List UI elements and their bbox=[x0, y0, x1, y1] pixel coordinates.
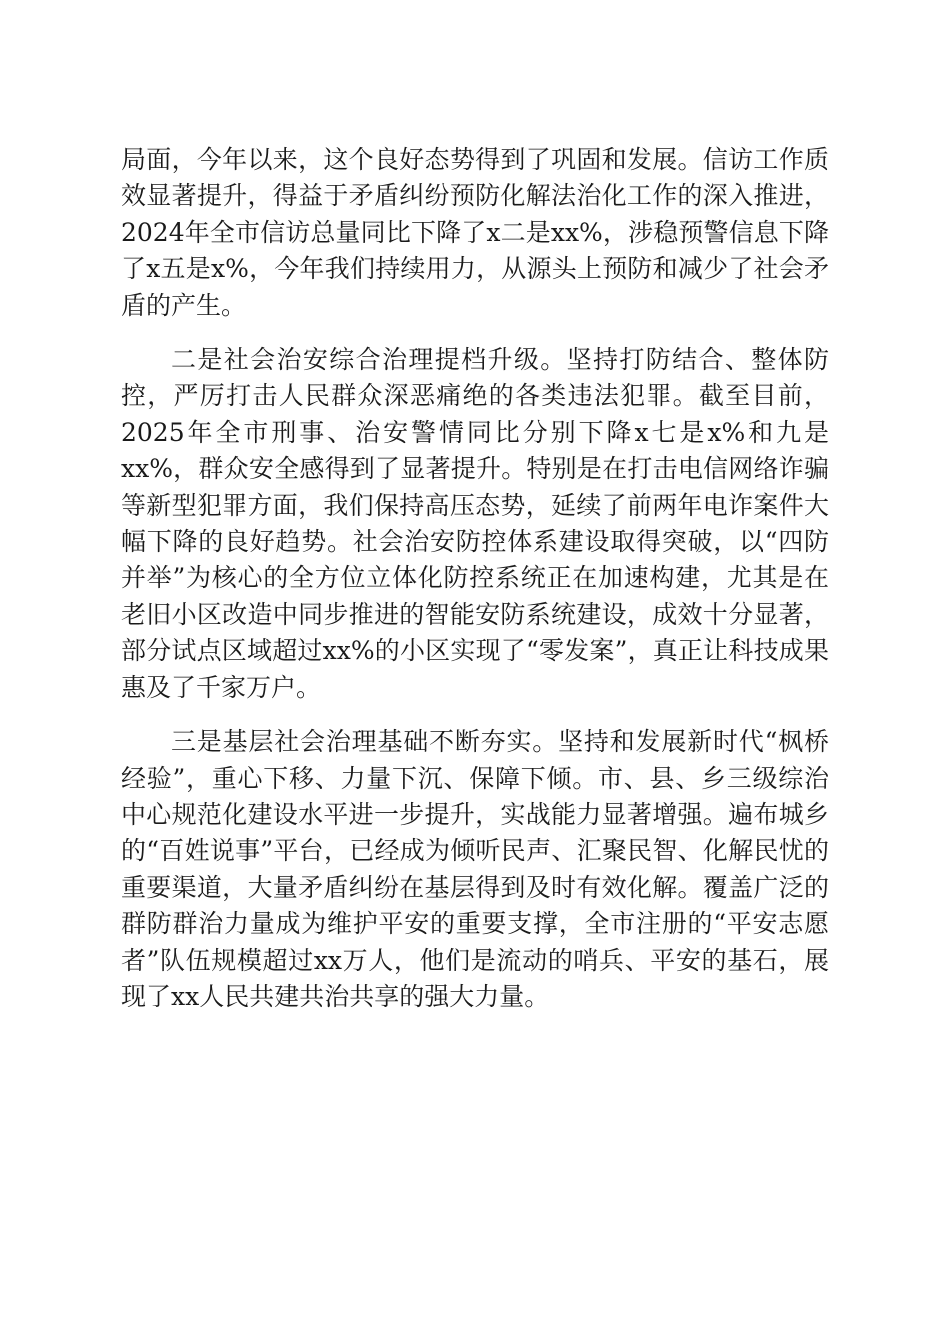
paragraph-public-security bbox=[121, 342, 829, 706]
paragraph-grassroots-governance bbox=[121, 724, 829, 1015]
paragraph-continuation bbox=[121, 142, 829, 324]
paragraph-text: 坚持和发展新时代“枫桥经验”，重心下移、力量下沉、保障下倾。市、县、乡三级综治中心规范化建设水平进一步提升，实战能力显著增强。遍布城乡的“百姓说事”平台，已经成为倾听民声、汇聚民智、化解民忧的重要渠道，大量矛盾纠纷在基层得到及时有效化解。覆盖广泛的群防群治力量成为维护平安的重要支撑，全市注册的“平安志愿者”队伍规模超过xx万人，他们是流动的哨兵、平安的基石，展现了xx人民共建共治共享的强大力量。 bbox=[121, 727, 829, 1011]
document-body bbox=[121, 142, 829, 1033]
paragraph-lead: 二是社会治安综合治理提档升级。 bbox=[171, 345, 567, 375]
paragraph-text: 坚持打防结合、整体防控，严厉打击人民群众深恶痛绝的各类违法犯罪。截至目前，2025年全市刑事、治安警情同比分别下降x七是x%和九是xx%，群众安全感得到了显著提升。特别是在打击电信网络诈骗等新型犯罪方面，我们保持高压态势，延续了前两年电诈案件大幅下降的良好趋势。社会治安防控体系建设取得突破，以“四防并举”为核心的全方位立体化防控系统正在加速构建，尤其是在老旧小区改造中同步推进的智能安防系统建设，成效十分显著，部分试点区域超过xx%的小区实现了“零发案”，真正让科技成果惠及了千家万户。 bbox=[121, 345, 829, 702]
paragraph-text: 局面，今年以来，这个良好态势得到了巩固和发展。信访工作质效显著提升，得益于矛盾纠纷预防化解法治化工作的深入推进，2024年全市信访总量同比下降了x二是xx%，涉稳预警信息下降了x五是x%，今年我们持续用力，从源头上预防和减少了社会矛盾的产生。 bbox=[121, 145, 829, 320]
paragraph-lead: 三是基层社会治理基础不断夯实。 bbox=[171, 727, 559, 757]
